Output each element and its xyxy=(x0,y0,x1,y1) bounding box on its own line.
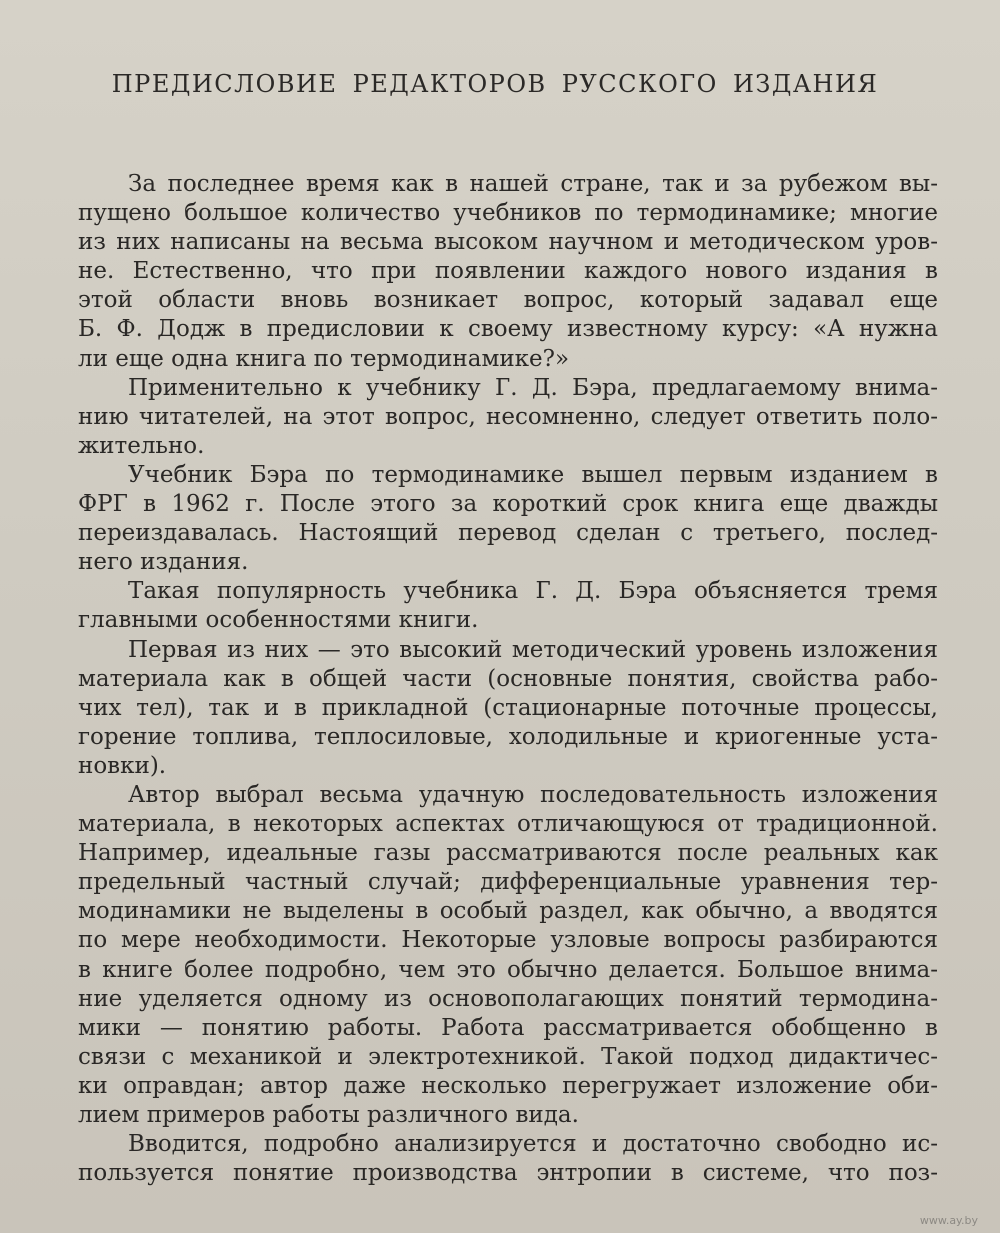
text-line: За последнее время как в нашей стране, так и за рубежом вы- xyxy=(128,171,938,197)
text-line: не. Естественно, что при появлении каждого нового издания в xyxy=(78,258,938,285)
text-line: пущено большое количество учебников по термодинамике; многие xyxy=(78,200,938,227)
text-line: материала как в общей части (основные понятия, свойства рабо- xyxy=(78,665,938,692)
text-line: по мере необходимости. Некоторые узловые вопросы разбираются xyxy=(78,927,938,954)
text-line: Автор выбрал весьма удачную последовательность изложения xyxy=(128,781,938,808)
text-line: в книге более подробно, чем это обычно делается. Большое внима- xyxy=(78,956,938,983)
text-line: Первая из них — это высокий методический уровень изложения xyxy=(128,636,938,663)
text-line: предельный частный случай; дифференциальные уравнения тер- xyxy=(78,869,938,896)
paragraph xyxy=(78,636,938,781)
text-line: материала, в некоторых аспектах отличающуюся от традиционной. xyxy=(78,811,938,838)
watermark: www.ay.by xyxy=(919,1214,978,1227)
text-line: ФРГ в 1962 г. После этого за короткий срок книга еще дважды xyxy=(78,491,938,518)
text-line: ние уделяется одному из основополагающих понятий термодина- xyxy=(78,985,938,1012)
text-line: переиздавалась. Настоящий перевод сделан с третьего, послед- xyxy=(78,520,938,547)
body-text xyxy=(78,170,938,1188)
text-line: связи с механикой и электротехникой. Такой подход дидактичес- xyxy=(78,1043,938,1070)
text-line: Вводится, подробно анализируется и достаточно свободно ис- xyxy=(128,1131,938,1158)
text-line: модинамики не выделены в особый раздел, как обычно, а вводятся xyxy=(78,898,938,925)
paragraph xyxy=(78,374,938,461)
paragraph xyxy=(78,577,938,635)
text-line: мики — понятию работы. Работа рассматривается обобщенно в xyxy=(78,1014,938,1041)
text-line: горение топлива, теплосиловые, холодильные и криогенные уста- xyxy=(78,723,938,750)
text-line: Например, идеальные газы рассматриваются после реальных как xyxy=(78,840,938,867)
paragraph xyxy=(78,170,938,374)
text-line: пользуется понятие производства энтропии в системе, что поз- xyxy=(78,1160,938,1187)
text-line: Такая популярность учебника Г. Д. Бэра объясняется тремя xyxy=(128,578,938,605)
text-line: этой области вновь возникает вопрос, который задавал еще xyxy=(78,287,938,314)
text-line: чих тел), так и в прикладной (стационарные поточные процессы, xyxy=(78,694,938,721)
paragraph xyxy=(78,1130,938,1188)
text-line: лием примеров работы различного вида. xyxy=(78,1102,579,1128)
paragraph xyxy=(78,461,938,577)
text-line: из них написаны на весьма высоком научном и методическом уров- xyxy=(78,229,938,256)
text-line: жительно. xyxy=(78,432,205,459)
text-line: новки). xyxy=(78,752,167,779)
text-line: него издания. xyxy=(78,549,249,576)
text-line: Б. Ф. Додж в предисловии к своему известному курсу: «А нужна xyxy=(78,316,938,343)
text-line: нию читателей, на этот вопрос, несомненно, следует ответить поло- xyxy=(78,403,938,430)
text-line: ли еще одна книга по термодинамике?» xyxy=(78,345,570,372)
text-line: главными особенностями книги. xyxy=(78,607,479,634)
page-title: ПРЕДИСЛОВИЕ РЕДАКТОРОВ РУССКОГО ИЗДАНИЯ xyxy=(111,70,879,98)
text-line: Применительно к учебнику Г. Д. Бэра, предлагаемому внима- xyxy=(128,374,938,401)
text-line: ки оправдан; автор даже несколько перегружает изложение оби- xyxy=(78,1072,938,1099)
paragraph xyxy=(78,781,938,1130)
text-line: Учебник Бэра по термодинамике вышел первым изданием в xyxy=(128,461,938,488)
